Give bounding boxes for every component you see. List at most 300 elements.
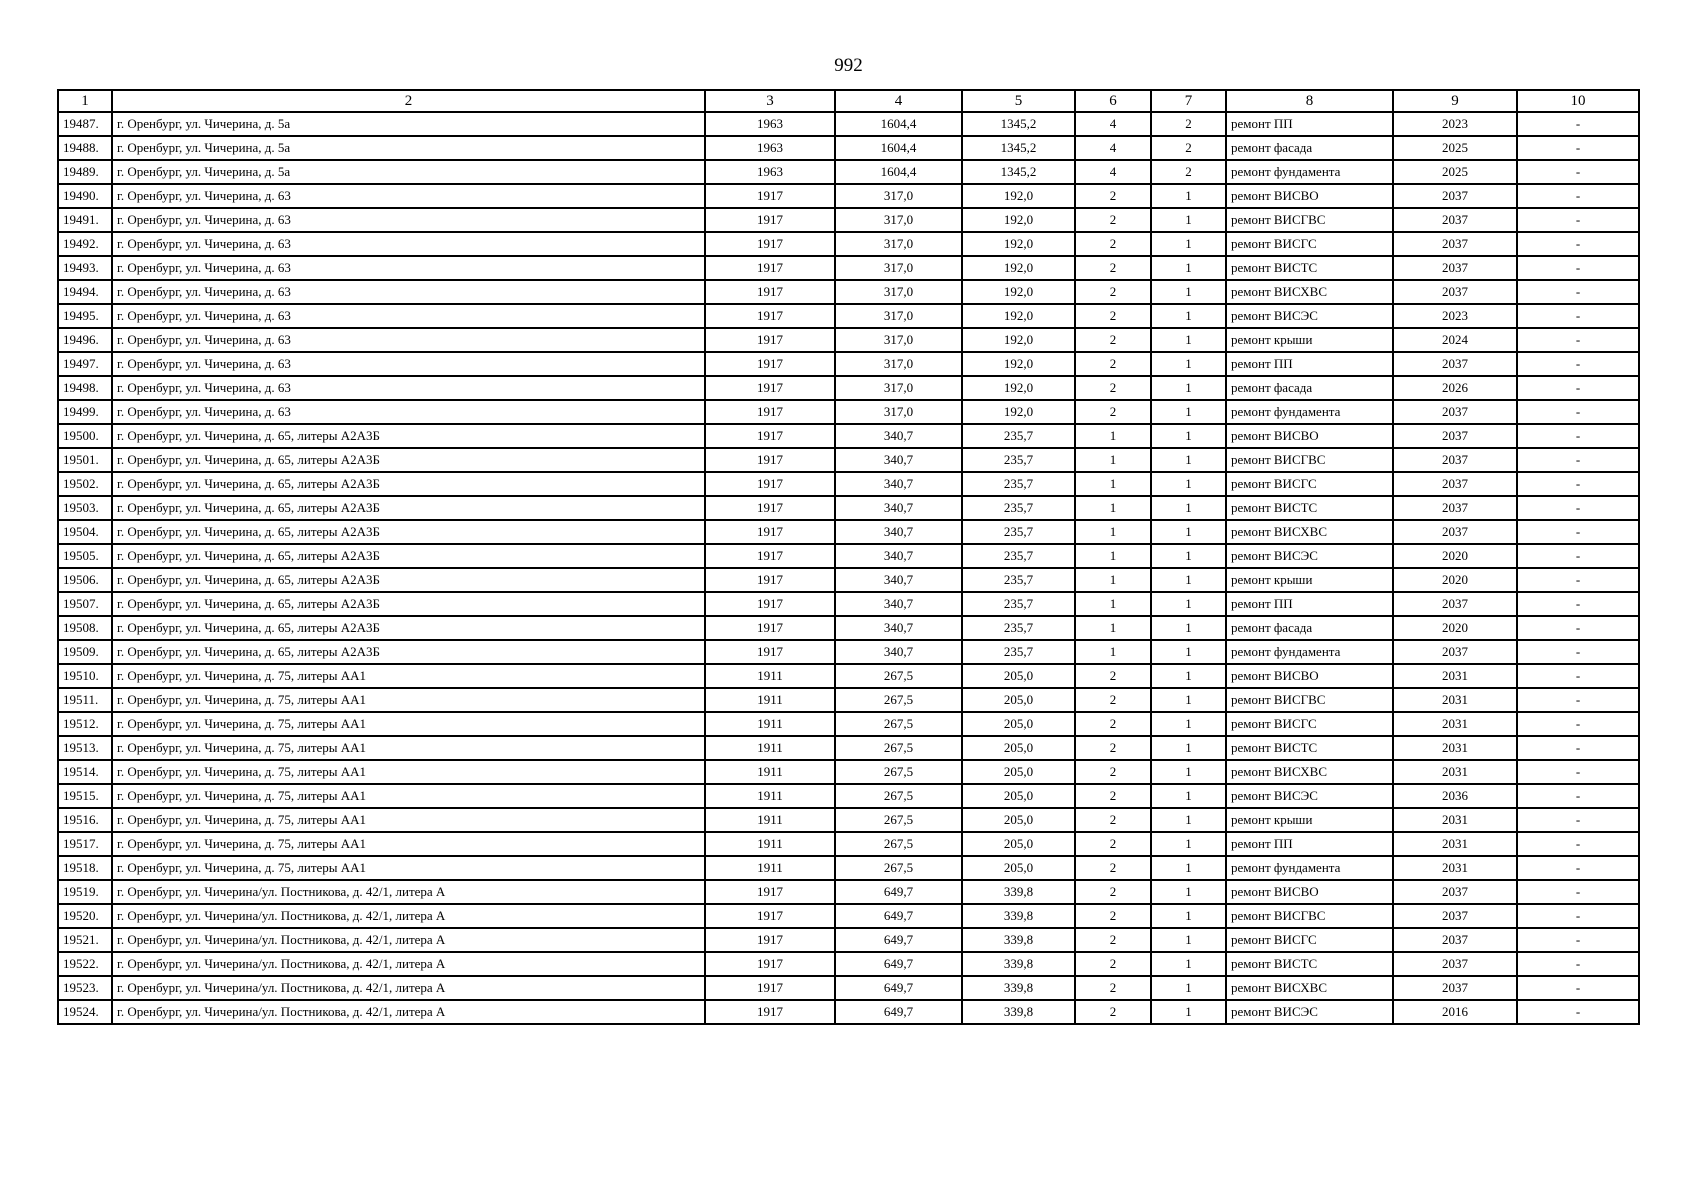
cell-address: г. Оренбург, ул. Чичерина, д. 63 (112, 376, 705, 400)
table-row (58, 184, 1639, 208)
cell-floors: 2 (1075, 688, 1151, 712)
cell-build-year: 1917 (705, 328, 835, 352)
cell-row-number: 19504. (58, 520, 112, 544)
cell-total-area: 267,5 (835, 808, 962, 832)
cell-work-type: ремонт ВИСГС (1226, 712, 1393, 736)
cell-entrances: 1 (1151, 616, 1226, 640)
cell-total-area: 649,7 (835, 952, 962, 976)
cell-floors: 2 (1075, 760, 1151, 784)
table-row (58, 304, 1639, 328)
cell-entrances: 1 (1151, 424, 1226, 448)
cell-floors: 1 (1075, 496, 1151, 520)
cell-planned-year: 2037 (1393, 448, 1517, 472)
cell-floors: 2 (1075, 856, 1151, 880)
cell-build-year: 1917 (705, 208, 835, 232)
cell-cost: - (1517, 400, 1639, 424)
table-row (58, 568, 1639, 592)
cell-build-year: 1917 (705, 496, 835, 520)
cell-floors: 2 (1075, 808, 1151, 832)
cell-entrances: 1 (1151, 880, 1226, 904)
cell-work-type: ремонт крыши (1226, 568, 1393, 592)
cell-floors: 2 (1075, 784, 1151, 808)
cell-living-area: 339,8 (962, 904, 1075, 928)
cell-living-area: 205,0 (962, 712, 1075, 736)
cell-build-year: 1917 (705, 184, 835, 208)
cell-floors: 2 (1075, 208, 1151, 232)
cell-total-area: 649,7 (835, 928, 962, 952)
cell-cost: - (1517, 904, 1639, 928)
cell-cost: - (1517, 328, 1639, 352)
column-header-8: 8 (1226, 90, 1393, 112)
cell-floors: 2 (1075, 1000, 1151, 1024)
cell-planned-year: 2037 (1393, 880, 1517, 904)
cell-entrances: 1 (1151, 256, 1226, 280)
cell-address: г. Оренбург, ул. Чичерина, д. 65, литеры А2А3Б (112, 592, 705, 616)
cell-address: г. Оренбург, ул. Чичерина/ул. Постникова, д. 42/1, литера А (112, 880, 705, 904)
cell-floors: 1 (1075, 568, 1151, 592)
cell-entrances: 1 (1151, 592, 1226, 616)
cell-living-area: 235,7 (962, 496, 1075, 520)
cell-row-number: 19524. (58, 1000, 112, 1024)
cell-row-number: 19493. (58, 256, 112, 280)
cell-build-year: 1917 (705, 400, 835, 424)
cell-entrances: 2 (1151, 112, 1226, 136)
cell-living-area: 205,0 (962, 688, 1075, 712)
cell-build-year: 1963 (705, 112, 835, 136)
cell-floors: 1 (1075, 544, 1151, 568)
cell-planned-year: 2037 (1393, 904, 1517, 928)
cell-total-area: 317,0 (835, 304, 962, 328)
cell-living-area: 235,7 (962, 616, 1075, 640)
cell-planned-year: 2037 (1393, 352, 1517, 376)
page-number: 992 (834, 55, 863, 76)
cell-living-area: 205,0 (962, 664, 1075, 688)
cell-cost: - (1517, 568, 1639, 592)
cell-address: г. Оренбург, ул. Чичерина/ул. Постникова, д. 42/1, литера А (112, 952, 705, 976)
cell-living-area: 205,0 (962, 832, 1075, 856)
cell-build-year: 1917 (705, 592, 835, 616)
table-row (58, 280, 1639, 304)
cell-build-year: 1917 (705, 520, 835, 544)
cell-living-area: 192,0 (962, 352, 1075, 376)
cell-build-year: 1911 (705, 856, 835, 880)
cell-address: г. Оренбург, ул. Чичерина, д. 5а (112, 136, 705, 160)
column-header-4: 4 (835, 90, 962, 112)
cell-living-area: 192,0 (962, 400, 1075, 424)
cell-work-type: ремонт ВИСГС (1226, 472, 1393, 496)
cell-entrances: 2 (1151, 136, 1226, 160)
cell-living-area: 339,8 (962, 976, 1075, 1000)
table-row (58, 832, 1639, 856)
cell-address: г. Оренбург, ул. Чичерина, д. 63 (112, 304, 705, 328)
table-row (58, 688, 1639, 712)
cell-cost: - (1517, 712, 1639, 736)
cell-entrances: 2 (1151, 160, 1226, 184)
cell-entrances: 1 (1151, 904, 1226, 928)
cell-work-type: ремонт ВИСЭС (1226, 544, 1393, 568)
header-row (58, 90, 1639, 112)
cell-work-type: ремонт ПП (1226, 352, 1393, 376)
cell-build-year: 1911 (705, 760, 835, 784)
cell-planned-year: 2037 (1393, 952, 1517, 976)
cell-row-number: 19505. (58, 544, 112, 568)
cell-total-area: 649,7 (835, 880, 962, 904)
cell-planned-year: 2023 (1393, 304, 1517, 328)
cell-entrances: 1 (1151, 376, 1226, 400)
table-row (58, 616, 1639, 640)
cell-total-area: 267,5 (835, 688, 962, 712)
cell-row-number: 19509. (58, 640, 112, 664)
cell-work-type: ремонт ВИСВО (1226, 424, 1393, 448)
column-header-9: 9 (1393, 90, 1517, 112)
cell-floors: 2 (1075, 832, 1151, 856)
cell-living-area: 205,0 (962, 856, 1075, 880)
cell-living-area: 192,0 (962, 232, 1075, 256)
cell-total-area: 317,0 (835, 232, 962, 256)
cell-build-year: 1917 (705, 1000, 835, 1024)
cell-work-type: ремонт фундамента (1226, 856, 1393, 880)
cell-row-number: 19521. (58, 928, 112, 952)
cell-work-type: ремонт ПП (1226, 112, 1393, 136)
cell-work-type: ремонт фундамента (1226, 400, 1393, 424)
cell-entrances: 1 (1151, 952, 1226, 976)
cell-cost: - (1517, 520, 1639, 544)
cell-floors: 2 (1075, 352, 1151, 376)
cell-address: г. Оренбург, ул. Чичерина/ул. Постникова, д. 42/1, литера А (112, 928, 705, 952)
cell-living-area: 235,7 (962, 448, 1075, 472)
cell-cost: - (1517, 808, 1639, 832)
cell-floors: 1 (1075, 640, 1151, 664)
table-row (58, 856, 1639, 880)
table-row (58, 784, 1639, 808)
table-row (58, 376, 1639, 400)
cell-row-number: 19522. (58, 952, 112, 976)
cell-planned-year: 2031 (1393, 760, 1517, 784)
cell-entrances: 1 (1151, 928, 1226, 952)
cell-build-year: 1963 (705, 136, 835, 160)
cell-row-number: 19496. (58, 328, 112, 352)
cell-work-type: ремонт крыши (1226, 808, 1393, 832)
cell-entrances: 1 (1151, 328, 1226, 352)
table-row (58, 472, 1639, 496)
cell-living-area: 235,7 (962, 520, 1075, 544)
cell-cost: - (1517, 136, 1639, 160)
cell-planned-year: 2026 (1393, 376, 1517, 400)
cell-total-area: 340,7 (835, 496, 962, 520)
cell-address: г. Оренбург, ул. Чичерина, д. 63 (112, 208, 705, 232)
cell-address: г. Оренбург, ул. Чичерина, д. 75, литеры АА1 (112, 832, 705, 856)
cell-row-number: 19507. (58, 592, 112, 616)
column-header-5: 5 (962, 90, 1075, 112)
cell-entrances: 1 (1151, 208, 1226, 232)
cell-address: г. Оренбург, ул. Чичерина/ул. Постникова, д. 42/1, литера А (112, 1000, 705, 1024)
cell-build-year: 1917 (705, 640, 835, 664)
cell-row-number: 19516. (58, 808, 112, 832)
cell-build-year: 1917 (705, 280, 835, 304)
cell-cost: - (1517, 616, 1639, 640)
table-row (58, 448, 1639, 472)
cell-living-area: 192,0 (962, 280, 1075, 304)
table-row (58, 592, 1639, 616)
cell-planned-year: 2037 (1393, 592, 1517, 616)
cell-address: г. Оренбург, ул. Чичерина, д. 65, литеры А2А3Б (112, 424, 705, 448)
table-row (58, 496, 1639, 520)
cell-build-year: 1917 (705, 376, 835, 400)
cell-cost: - (1517, 256, 1639, 280)
cell-total-area: 267,5 (835, 712, 962, 736)
cell-work-type: ремонт ВИСЭС (1226, 1000, 1393, 1024)
cell-address: г. Оренбург, ул. Чичерина, д. 75, литеры АА1 (112, 784, 705, 808)
cell-address: г. Оренбург, ул. Чичерина, д. 63 (112, 256, 705, 280)
cell-floors: 1 (1075, 616, 1151, 640)
cell-floors: 2 (1075, 880, 1151, 904)
cell-entrances: 1 (1151, 232, 1226, 256)
cell-address: г. Оренбург, ул. Чичерина, д. 65, литеры А2А3Б (112, 568, 705, 592)
cell-planned-year: 2037 (1393, 184, 1517, 208)
table-row (58, 160, 1639, 184)
cell-cost: - (1517, 976, 1639, 1000)
cell-living-area: 235,7 (962, 472, 1075, 496)
cell-build-year: 1917 (705, 232, 835, 256)
cell-cost: - (1517, 928, 1639, 952)
cell-cost: - (1517, 472, 1639, 496)
cell-cost: - (1517, 304, 1639, 328)
cell-cost: - (1517, 832, 1639, 856)
cell-floors: 4 (1075, 112, 1151, 136)
cell-entrances: 1 (1151, 304, 1226, 328)
cell-work-type: ремонт ВИСГС (1226, 232, 1393, 256)
cell-work-type: ремонт фасада (1226, 136, 1393, 160)
cell-row-number: 19513. (58, 736, 112, 760)
cell-floors: 2 (1075, 664, 1151, 688)
cell-row-number: 19506. (58, 568, 112, 592)
cell-entrances: 1 (1151, 760, 1226, 784)
cell-living-area: 192,0 (962, 376, 1075, 400)
table-row (58, 208, 1639, 232)
cell-cost: - (1517, 280, 1639, 304)
cell-row-number: 19499. (58, 400, 112, 424)
cell-planned-year: 2037 (1393, 640, 1517, 664)
cell-total-area: 1604,4 (835, 136, 962, 160)
cell-cost: - (1517, 376, 1639, 400)
column-header-6: 6 (1075, 90, 1151, 112)
cell-planned-year: 2036 (1393, 784, 1517, 808)
cell-build-year: 1917 (705, 880, 835, 904)
cell-living-area: 1345,2 (962, 160, 1075, 184)
cell-address: г. Оренбург, ул. Чичерина, д. 65, литеры А2А3Б (112, 448, 705, 472)
cell-floors: 2 (1075, 400, 1151, 424)
cell-row-number: 19495. (58, 304, 112, 328)
table-row (58, 544, 1639, 568)
cell-living-area: 235,7 (962, 424, 1075, 448)
cell-total-area: 317,0 (835, 280, 962, 304)
cell-build-year: 1963 (705, 160, 835, 184)
cell-work-type: ремонт ВИСЭС (1226, 784, 1393, 808)
cell-entrances: 1 (1151, 352, 1226, 376)
cell-floors: 2 (1075, 304, 1151, 328)
cell-total-area: 340,7 (835, 520, 962, 544)
cell-cost: - (1517, 640, 1639, 664)
cell-total-area: 649,7 (835, 976, 962, 1000)
cell-cost: - (1517, 784, 1639, 808)
cell-entrances: 1 (1151, 640, 1226, 664)
cell-address: г. Оренбург, ул. Чичерина, д. 65, литеры А2А3Б (112, 520, 705, 544)
table-row (58, 520, 1639, 544)
cell-planned-year: 2031 (1393, 712, 1517, 736)
cell-address: г. Оренбург, ул. Чичерина, д. 63 (112, 328, 705, 352)
cell-floors: 1 (1075, 592, 1151, 616)
cell-floors: 2 (1075, 256, 1151, 280)
cell-total-area: 267,5 (835, 784, 962, 808)
cell-build-year: 1911 (705, 688, 835, 712)
cell-planned-year: 2037 (1393, 928, 1517, 952)
cell-total-area: 317,0 (835, 328, 962, 352)
cell-floors: 2 (1075, 280, 1151, 304)
cell-living-area: 1345,2 (962, 136, 1075, 160)
cell-build-year: 1917 (705, 904, 835, 928)
cell-build-year: 1911 (705, 832, 835, 856)
cell-row-number: 19510. (58, 664, 112, 688)
table-row (58, 352, 1639, 376)
cell-living-area: 339,8 (962, 1000, 1075, 1024)
cell-address: г. Оренбург, ул. Чичерина, д. 63 (112, 400, 705, 424)
cell-total-area: 340,7 (835, 568, 962, 592)
cell-row-number: 19518. (58, 856, 112, 880)
cell-floors: 1 (1075, 472, 1151, 496)
cell-total-area: 649,7 (835, 1000, 962, 1024)
table-row (58, 904, 1639, 928)
cell-entrances: 1 (1151, 472, 1226, 496)
cell-row-number: 19514. (58, 760, 112, 784)
cell-entrances: 1 (1151, 280, 1226, 304)
cell-planned-year: 2031 (1393, 808, 1517, 832)
cell-entrances: 1 (1151, 544, 1226, 568)
cell-address: г. Оренбург, ул. Чичерина, д. 75, литеры АА1 (112, 712, 705, 736)
cell-living-area: 235,7 (962, 592, 1075, 616)
cell-planned-year: 2037 (1393, 256, 1517, 280)
cell-work-type: ремонт ВИСВО (1226, 184, 1393, 208)
table-row (58, 952, 1639, 976)
cell-address: г. Оренбург, ул. Чичерина, д. 63 (112, 232, 705, 256)
cell-work-type: ремонт ВИСТС (1226, 952, 1393, 976)
cell-row-number: 19520. (58, 904, 112, 928)
cell-cost: - (1517, 760, 1639, 784)
cell-entrances: 1 (1151, 184, 1226, 208)
cell-living-area: 205,0 (962, 736, 1075, 760)
cell-row-number: 19512. (58, 712, 112, 736)
cell-row-number: 19501. (58, 448, 112, 472)
cell-work-type: ремонт фундамента (1226, 160, 1393, 184)
cell-work-type: ремонт крыши (1226, 328, 1393, 352)
cell-cost: - (1517, 448, 1639, 472)
cell-build-year: 1911 (705, 712, 835, 736)
cell-address: г. Оренбург, ул. Чичерина, д. 75, литеры АА1 (112, 760, 705, 784)
cell-floors: 4 (1075, 136, 1151, 160)
cell-address: г. Оренбург, ул. Чичерина, д. 75, литеры АА1 (112, 808, 705, 832)
cell-row-number: 19487. (58, 112, 112, 136)
cell-cost: - (1517, 592, 1639, 616)
cell-living-area: 339,8 (962, 928, 1075, 952)
cell-build-year: 1917 (705, 544, 835, 568)
cell-row-number: 19519. (58, 880, 112, 904)
cell-total-area: 317,0 (835, 352, 962, 376)
cell-cost: - (1517, 352, 1639, 376)
cell-planned-year: 2031 (1393, 736, 1517, 760)
cell-build-year: 1917 (705, 928, 835, 952)
table-row (58, 640, 1639, 664)
cell-planned-year: 2037 (1393, 472, 1517, 496)
cell-living-area: 192,0 (962, 184, 1075, 208)
cell-total-area: 317,0 (835, 184, 962, 208)
cell-address: г. Оренбург, ул. Чичерина, д. 63 (112, 352, 705, 376)
cell-planned-year: 2020 (1393, 568, 1517, 592)
cell-build-year: 1911 (705, 808, 835, 832)
cell-row-number: 19503. (58, 496, 112, 520)
cell-cost: - (1517, 736, 1639, 760)
cell-living-area: 1345,2 (962, 112, 1075, 136)
cell-address: г. Оренбург, ул. Чичерина, д. 65, литеры А2А3Б (112, 472, 705, 496)
column-header-2: 2 (112, 90, 705, 112)
cell-address: г. Оренбург, ул. Чичерина, д. 5а (112, 112, 705, 136)
registry-table (57, 89, 1640, 1025)
cell-living-area: 339,8 (962, 880, 1075, 904)
table-row (58, 880, 1639, 904)
table-row (58, 712, 1639, 736)
cell-work-type: ремонт ПП (1226, 832, 1393, 856)
cell-planned-year: 2020 (1393, 616, 1517, 640)
cell-living-area: 235,7 (962, 568, 1075, 592)
cell-build-year: 1917 (705, 448, 835, 472)
cell-floors: 2 (1075, 376, 1151, 400)
cell-total-area: 267,5 (835, 832, 962, 856)
cell-work-type: ремонт ВИСГВС (1226, 688, 1393, 712)
cell-planned-year: 2016 (1393, 1000, 1517, 1024)
cell-row-number: 19523. (58, 976, 112, 1000)
cell-planned-year: 2037 (1393, 976, 1517, 1000)
cell-floors: 2 (1075, 232, 1151, 256)
cell-cost: - (1517, 856, 1639, 880)
cell-address: г. Оренбург, ул. Чичерина, д. 75, литеры АА1 (112, 856, 705, 880)
cell-entrances: 1 (1151, 664, 1226, 688)
cell-total-area: 267,5 (835, 760, 962, 784)
cell-floors: 4 (1075, 160, 1151, 184)
cell-work-type: ремонт ВИСЭС (1226, 304, 1393, 328)
cell-address: г. Оренбург, ул. Чичерина, д. 75, литеры АА1 (112, 736, 705, 760)
cell-row-number: 19511. (58, 688, 112, 712)
cell-work-type: ремонт ВИСГВС (1226, 208, 1393, 232)
cell-work-type: ремонт ВИСГС (1226, 928, 1393, 952)
cell-address: г. Оренбург, ул. Чичерина, д. 75, литеры АА1 (112, 688, 705, 712)
column-header-10: 10 (1517, 90, 1639, 112)
cell-total-area: 340,7 (835, 424, 962, 448)
cell-total-area: 340,7 (835, 640, 962, 664)
cell-entrances: 1 (1151, 400, 1226, 424)
cell-planned-year: 2031 (1393, 832, 1517, 856)
table-row (58, 328, 1639, 352)
cell-entrances: 1 (1151, 496, 1226, 520)
cell-total-area: 267,5 (835, 856, 962, 880)
table-row (58, 928, 1639, 952)
cell-row-number: 19489. (58, 160, 112, 184)
cell-planned-year: 2037 (1393, 280, 1517, 304)
cell-planned-year: 2037 (1393, 400, 1517, 424)
cell-floors: 2 (1075, 712, 1151, 736)
cell-floors: 2 (1075, 952, 1151, 976)
cell-work-type: ремонт ВИСХВС (1226, 280, 1393, 304)
table-row (58, 424, 1639, 448)
cell-build-year: 1917 (705, 976, 835, 1000)
cell-build-year: 1911 (705, 664, 835, 688)
